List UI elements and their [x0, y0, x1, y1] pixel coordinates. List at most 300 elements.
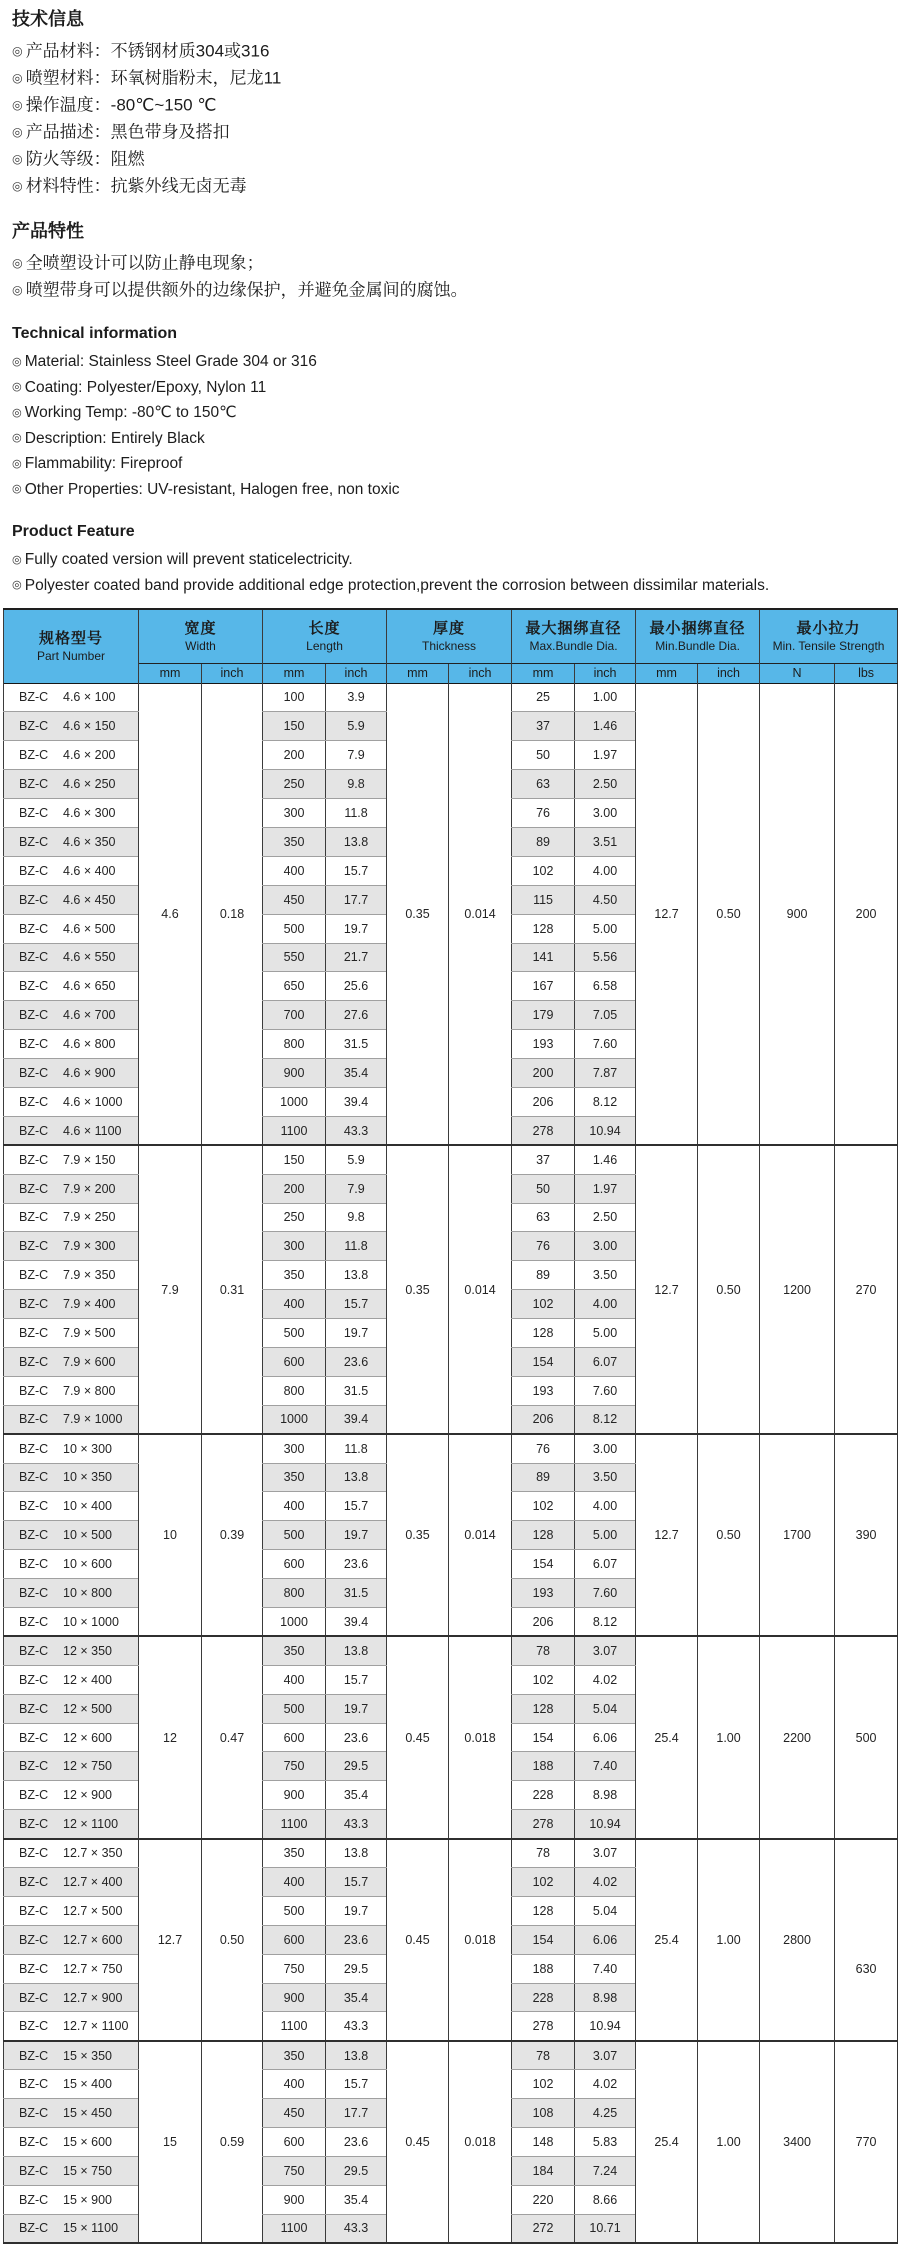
length-mm-cell: 500	[263, 1319, 326, 1348]
part-prefix: BZ-C	[19, 1152, 49, 1167]
max-bundle-inch-cell: 2.50	[575, 770, 636, 799]
part-number-cell	[4, 1781, 139, 1810]
max-bundle-mm-cell: 206	[512, 1608, 575, 1637]
tensile-lbs-cell	[835, 2041, 898, 2243]
length-mm-cell: 150	[263, 1145, 326, 1174]
length-inch-cell: 9.8	[326, 770, 387, 799]
part-prefix: BZ-C	[19, 1874, 49, 1889]
part-prefix: BZ-C	[19, 1239, 49, 1254]
tensile-lbs-cell	[835, 1145, 898, 1434]
length-mm-cell: 400	[263, 1492, 326, 1521]
part-number-cell	[4, 770, 139, 799]
length-inch-cell: 23.6	[326, 1723, 387, 1752]
width-mm-cell-value: 12	[163, 1730, 177, 1745]
part-number-cell	[4, 1983, 139, 2012]
max-bundle-mm-cell: 89	[512, 827, 575, 856]
part-prefix: BZ-C	[19, 921, 49, 936]
part-size: 15 × 900	[63, 2192, 113, 2207]
part-size: 4.6 × 650	[63, 979, 116, 994]
length-inch-cell: 23.6	[326, 1925, 387, 1954]
length-inch-cell: 39.4	[326, 1405, 387, 1434]
min-bundle-mm-cell-value: 25.4	[654, 2134, 679, 2149]
part-prefix: BZ-C	[19, 2221, 49, 2236]
spec-table	[3, 608, 898, 2244]
length-inch-cell: 11.8	[326, 1434, 387, 1463]
max-bundle-mm-cell: 37	[512, 1145, 575, 1174]
length-inch-cell: 19.7	[326, 914, 387, 943]
max-bundle-inch-cell: 5.56	[575, 943, 636, 972]
part-number-cell	[4, 885, 139, 914]
max-bundle-mm-cell: 193	[512, 1579, 575, 1608]
max-bundle-inch-cell: 3.07	[575, 2041, 636, 2070]
part-size: 12 × 500	[63, 1701, 113, 1716]
part-number-cell	[4, 2099, 139, 2128]
section-2	[12, 220, 900, 304]
length-inch-cell: 23.6	[326, 1347, 387, 1376]
max-bundle-mm-cell: 102	[512, 1290, 575, 1319]
length-inch-cell: 15.7	[326, 2070, 387, 2099]
min-bundle-mm-cell-value: 12.7	[654, 906, 679, 921]
min-bundle-inch-cell	[698, 2041, 760, 2243]
group-header-en: Length	[306, 638, 343, 653]
tensile-lbs-cell-value: 270	[855, 1282, 877, 1297]
part-prefix: BZ-C	[19, 2163, 49, 2178]
bullet-text: Fully coated version will prevent staticelectricity.	[24, 551, 353, 568]
max-bundle-mm-cell: 102	[512, 1492, 575, 1521]
max-bundle-mm-cell: 200	[512, 1059, 575, 1088]
part-number-cell	[4, 2185, 139, 2214]
part-prefix: BZ-C	[19, 1528, 49, 1543]
part-prefix: BZ-C	[19, 1644, 49, 1659]
part-size: 12.7 × 400	[63, 1874, 123, 1889]
max-bundle-inch-cell: 5.00	[575, 1319, 636, 1348]
min-bundle-mm-cell	[636, 683, 698, 1145]
max-bundle-mm-cell: 272	[512, 2214, 575, 2243]
max-bundle-mm-cell: 184	[512, 2156, 575, 2185]
part-prefix: BZ-C	[19, 1297, 49, 1312]
width-inch-cell-value: 0.50	[219, 1932, 245, 1947]
part-size: 10 × 1000	[63, 1614, 119, 1629]
max-bundle-mm-cell: 154	[512, 1723, 575, 1752]
group-header-zh: 厚度	[433, 619, 466, 637]
length-mm-cell: 400	[263, 1868, 326, 1897]
max-bundle-mm-cell: 128	[512, 914, 575, 943]
width-mm-cell	[139, 1145, 202, 1434]
thickness-inch-cell	[449, 1636, 512, 1838]
length-mm-cell: 350	[263, 2041, 326, 2070]
bullet-icon: ◎	[12, 483, 22, 495]
part-number-cell	[4, 1405, 139, 1434]
bullet-line	[12, 547, 900, 573]
max-bundle-inch-cell: 4.00	[575, 856, 636, 885]
max-bundle-inch-cell: 5.04	[575, 1694, 636, 1723]
tensile-n-cell	[760, 1839, 835, 2041]
part-prefix: BZ-C	[19, 863, 49, 878]
part-prefix: BZ-C	[19, 1037, 49, 1052]
max-bundle-mm-cell: 37	[512, 712, 575, 741]
max-bundle-mm-cell: 128	[512, 1521, 575, 1550]
part-number-cell	[4, 1290, 139, 1319]
length-mm-cell: 800	[263, 1376, 326, 1405]
max-bundle-mm-cell: 50	[512, 741, 575, 770]
part-prefix: BZ-C	[19, 719, 49, 734]
table-row	[4, 1839, 898, 1868]
bullet-icon: ◎	[12, 579, 22, 591]
part-prefix: BZ-C	[19, 834, 49, 849]
min-bundle-inch-cell-value: 0.50	[716, 1282, 741, 1297]
max-bundle-inch-cell: 6.58	[575, 972, 636, 1001]
length-mm-cell: 400	[263, 1290, 326, 1319]
table-row	[4, 1636, 898, 1665]
part-number-cell	[4, 1463, 139, 1492]
max-bundle-inch-cell: 4.25	[575, 2099, 636, 2128]
section-heading: Technical information	[12, 325, 178, 342]
part-number-cell	[4, 1319, 139, 1348]
info-sections	[0, 8, 900, 598]
part-number-cell	[4, 799, 139, 828]
unit-header: inch	[326, 663, 387, 683]
tensile-lbs-cell	[835, 1839, 898, 2041]
part-number-cell	[4, 2070, 139, 2099]
part-header-en: Part Number	[36, 648, 106, 663]
length-mm-cell: 600	[263, 1925, 326, 1954]
bullet-line	[12, 451, 900, 477]
bullet-text: 防火等级：阻燃	[25, 149, 145, 169]
max-bundle-mm-cell: 63	[512, 770, 575, 799]
part-size: 10 × 500	[63, 1528, 113, 1543]
part-prefix: BZ-C	[19, 1354, 49, 1369]
width-inch-cell-value: 0.31	[219, 1282, 245, 1297]
max-bundle-inch-cell: 7.60	[575, 1579, 636, 1608]
length-mm-cell: 300	[263, 1232, 326, 1261]
width-mm-cell	[139, 1636, 202, 1838]
max-bundle-inch-cell: 6.07	[575, 1550, 636, 1579]
tensile-n-cell	[760, 1434, 835, 1636]
length-mm-cell: 1100	[263, 2012, 326, 2041]
thickness-mm-cell-value: 0.45	[405, 1730, 430, 1745]
max-bundle-mm-cell: 179	[512, 1001, 575, 1030]
part-size: 15 × 750	[63, 2163, 113, 2178]
part-number-cell	[4, 827, 139, 856]
min-bundle-inch-cell	[698, 1434, 760, 1636]
width-mm-cell	[139, 2041, 202, 2243]
group-header-en: Min.Bundle Dia.	[655, 638, 740, 653]
thickness-mm-cell-value: 0.45	[405, 2134, 430, 2149]
thickness-mm-cell	[387, 1839, 449, 2041]
length-mm-cell: 800	[263, 1579, 326, 1608]
length-inch-cell: 29.5	[326, 1954, 387, 1983]
tensile-n-cell-value: 1200	[783, 1282, 811, 1297]
tensile-lbs-cell-value: 630	[855, 1961, 877, 1976]
length-mm-cell: 600	[263, 1550, 326, 1579]
width-mm-cell-value: 12.7	[157, 1932, 183, 1947]
part-number-cell	[4, 1521, 139, 1550]
max-bundle-mm-cell: 128	[512, 1319, 575, 1348]
part-number-cell	[4, 1694, 139, 1723]
bullet-text: 操作温度：-80℃~150 ℃	[25, 95, 217, 115]
part-prefix: BZ-C	[19, 1759, 49, 1774]
bullet-text: 材料特性：抗紫外线无卤无毒	[25, 176, 247, 196]
unit-header: mm	[387, 663, 449, 683]
width-inch-cell	[202, 1839, 263, 2041]
bullet-line	[12, 119, 900, 146]
length-mm-cell: 750	[263, 1752, 326, 1781]
thickness-inch-cell	[449, 1839, 512, 2041]
part-number-cell	[4, 1925, 139, 1954]
part-number-cell	[4, 1954, 139, 1983]
length-mm-cell: 500	[263, 1694, 326, 1723]
width-inch-cell	[202, 2041, 263, 2243]
max-bundle-mm-cell: 278	[512, 1116, 575, 1145]
max-bundle-inch-cell: 8.12	[575, 1087, 636, 1116]
bullet-text: Working Temp: -80℃ to 150℃	[24, 404, 237, 421]
part-number-cell	[4, 1376, 139, 1405]
part-number-cell	[4, 1261, 139, 1290]
length-mm-cell: 400	[263, 2070, 326, 2099]
length-inch-cell: 13.8	[326, 1636, 387, 1665]
group-header-en: Width	[185, 638, 216, 653]
thickness-inch-cell	[449, 683, 512, 1145]
thickness-mm-cell	[387, 1145, 449, 1434]
max-bundle-inch-cell: 5.83	[575, 2128, 636, 2157]
max-bundle-mm-cell: 78	[512, 1839, 575, 1868]
bullet-icon: ◎	[12, 457, 22, 470]
length-inch-cell: 31.5	[326, 1376, 387, 1405]
part-size: 12 × 600	[63, 1730, 113, 1745]
part-number-cell	[4, 1550, 139, 1579]
table-row	[4, 1434, 898, 1463]
length-inch-cell: 11.8	[326, 1232, 387, 1261]
part-size: 7.9 × 250	[63, 1210, 116, 1225]
part-prefix: BZ-C	[19, 1816, 49, 1831]
part-number-cell	[4, 1116, 139, 1145]
table-row	[4, 1145, 898, 1174]
width-mm-cell-value: 7.9	[161, 1282, 179, 1297]
length-inch-cell: 5.9	[326, 1145, 387, 1174]
max-bundle-inch-cell: 1.46	[575, 1145, 636, 1174]
max-bundle-inch-cell: 7.60	[575, 1030, 636, 1059]
max-bundle-inch-cell: 3.50	[575, 1261, 636, 1290]
part-number-cell	[4, 1059, 139, 1088]
length-mm-cell: 600	[263, 2128, 326, 2157]
width-inch-cell	[202, 1434, 263, 1636]
bullet-line	[12, 65, 900, 92]
width-mm-cell	[139, 1839, 202, 2041]
length-mm-cell: 300	[263, 799, 326, 828]
length-mm-cell: 150	[263, 712, 326, 741]
max-bundle-inch-cell: 1.46	[575, 712, 636, 741]
max-bundle-mm-cell: 102	[512, 2070, 575, 2099]
part-size: 15 × 450	[63, 2106, 113, 2121]
max-bundle-mm-cell: 220	[512, 2185, 575, 2214]
tensile-lbs-cell-value: 500	[855, 1730, 877, 1745]
part-number-cell	[4, 1608, 139, 1637]
part-size: 10 × 600	[63, 1557, 113, 1572]
part-size: 12 × 350	[63, 1644, 113, 1659]
part-prefix: BZ-C	[19, 1412, 49, 1427]
part-size: 7.9 × 400	[63, 1297, 116, 1312]
part-number-cell	[4, 1579, 139, 1608]
part-number-cell	[4, 741, 139, 770]
bullet-icon: ◎	[12, 283, 23, 297]
length-mm-cell: 100	[263, 683, 326, 712]
part-prefix: BZ-C	[19, 1441, 49, 1456]
part-number-cell	[4, 1492, 139, 1521]
max-bundle-inch-cell: 6.06	[575, 1925, 636, 1954]
max-bundle-inch-cell: 1.00	[575, 683, 636, 712]
thickness-mm-cell-value: 0.35	[405, 1528, 430, 1543]
tensile-lbs-cell-value: 390	[855, 1528, 877, 1543]
width-mm-cell	[139, 1434, 202, 1636]
part-size: 12 × 750	[63, 1759, 113, 1774]
bullet-icon: ◎	[12, 179, 23, 193]
part-prefix: BZ-C	[19, 1614, 49, 1629]
bullet-line	[12, 573, 900, 599]
max-bundle-mm-cell: 193	[512, 1030, 575, 1059]
part-number-cell	[4, 1001, 139, 1030]
length-mm-cell: 750	[263, 2156, 326, 2185]
part-prefix: BZ-C	[19, 1470, 49, 1485]
length-mm-cell: 450	[263, 2099, 326, 2128]
bullet-text: Flammability: Fireproof	[24, 455, 183, 472]
max-bundle-mm-cell: 188	[512, 1752, 575, 1781]
column-group-header-3	[387, 609, 512, 663]
part-prefix: BZ-C	[19, 1672, 49, 1687]
max-bundle-inch-cell: 3.50	[575, 1463, 636, 1492]
group-header-zh: 最小拉力	[796, 619, 861, 637]
part-header-zh: 规格型号	[38, 629, 103, 647]
min-bundle-inch-cell-value: 1.00	[716, 1932, 741, 1947]
width-inch-cell-value: 0.59	[219, 2134, 245, 2149]
bullet-icon: ◎	[12, 553, 22, 566]
part-size: 7.9 × 150	[63, 1152, 116, 1167]
part-prefix: BZ-C	[19, 1066, 49, 1081]
max-bundle-mm-cell: 141	[512, 943, 575, 972]
length-mm-cell: 800	[263, 1030, 326, 1059]
max-bundle-inch-cell: 3.07	[575, 1636, 636, 1665]
part-size: 12.7 × 750	[63, 1961, 123, 1976]
part-size: 4.6 × 300	[63, 806, 116, 820]
part-prefix: BZ-C	[19, 690, 49, 705]
thickness-mm-cell-value: 0.35	[405, 906, 430, 921]
part-number-cell	[4, 1174, 139, 1203]
min-bundle-mm-cell	[636, 1839, 698, 2041]
max-bundle-inch-cell: 6.06	[575, 1723, 636, 1752]
tensile-lbs-cell	[835, 683, 898, 1145]
thickness-mm-cell-value: 0.45	[405, 1932, 430, 1947]
part-number-cell	[4, 1752, 139, 1781]
part-number-cell	[4, 1810, 139, 1839]
max-bundle-mm-cell: 63	[512, 1203, 575, 1232]
length-mm-cell: 350	[263, 1839, 326, 1868]
length-inch-cell: 35.4	[326, 1059, 387, 1088]
max-bundle-mm-cell: 228	[512, 1781, 575, 1810]
length-inch-cell: 13.8	[326, 827, 387, 856]
length-mm-cell: 1000	[263, 1405, 326, 1434]
tensile-n-cell	[760, 1636, 835, 1838]
group-header-zh: 长度	[308, 619, 341, 637]
part-size: 12.7 × 600	[63, 1932, 123, 1947]
max-bundle-mm-cell: 188	[512, 1954, 575, 1983]
bullet-line	[12, 477, 900, 503]
bullet-icon: ◎	[12, 355, 22, 368]
max-bundle-mm-cell: 278	[512, 2012, 575, 2041]
unit-header: N	[760, 663, 835, 683]
column-header-part-number	[4, 609, 139, 683]
group-header-en: Max.Bundle Dia.	[529, 638, 618, 653]
part-size: 4.6 × 350	[63, 834, 116, 849]
part-prefix: BZ-C	[19, 1094, 49, 1109]
part-size: 4.6 × 200	[63, 748, 116, 763]
bullet-line	[12, 38, 900, 65]
part-size: 4.6 × 250	[63, 777, 116, 792]
max-bundle-inch-cell: 4.00	[575, 1492, 636, 1521]
part-prefix: BZ-C	[19, 2106, 49, 2121]
length-mm-cell: 500	[263, 1896, 326, 1925]
part-size: 4.6 × 450	[63, 892, 116, 907]
part-number-cell	[4, 2012, 139, 2041]
tensile-lbs-cell	[835, 1636, 898, 1838]
max-bundle-inch-cell: 4.50	[575, 885, 636, 914]
part-size: 12 × 1100	[63, 1816, 119, 1831]
max-bundle-inch-cell: 3.07	[575, 1839, 636, 1868]
length-inch-cell: 15.7	[326, 1492, 387, 1521]
part-prefix: BZ-C	[19, 1383, 49, 1398]
thickness-mm-cell	[387, 1636, 449, 1838]
part-number-cell	[4, 1723, 139, 1752]
length-mm-cell: 900	[263, 1059, 326, 1088]
length-inch-cell: 43.3	[326, 1116, 387, 1145]
part-number-cell	[4, 1087, 139, 1116]
thickness-mm-cell	[387, 1434, 449, 1636]
max-bundle-inch-cell: 5.00	[575, 1521, 636, 1550]
max-bundle-inch-cell: 4.02	[575, 2070, 636, 2099]
part-number-cell	[4, 712, 139, 741]
length-inch-cell: 7.9	[326, 1174, 387, 1203]
part-prefix: BZ-C	[19, 2134, 49, 2149]
part-size: 15 × 400	[63, 2077, 113, 2092]
width-inch-cell	[202, 683, 263, 1145]
column-group-header-6	[760, 609, 898, 663]
bullet-line	[12, 375, 900, 401]
part-number-cell	[4, 1145, 139, 1174]
length-inch-cell: 13.8	[326, 1261, 387, 1290]
thickness-inch-cell-value: 0.018	[464, 2134, 496, 2149]
length-inch-cell: 13.8	[326, 1463, 387, 1492]
length-inch-cell: 21.7	[326, 943, 387, 972]
part-prefix: BZ-C	[19, 2048, 49, 2063]
max-bundle-mm-cell: 115	[512, 885, 575, 914]
length-inch-cell: 19.7	[326, 1896, 387, 1925]
bullet-line	[12, 349, 900, 375]
part-prefix: BZ-C	[19, 1499, 49, 1514]
thickness-inch-cell-value: 0.014	[464, 906, 496, 921]
tensile-n-cell-value: 3400	[783, 2134, 811, 2149]
max-bundle-mm-cell: 78	[512, 1636, 575, 1665]
unit-header: inch	[202, 663, 263, 683]
max-bundle-inch-cell: 5.04	[575, 1896, 636, 1925]
unit-header: inch	[698, 663, 760, 683]
bullet-text: Description: Entirely Black	[24, 429, 205, 447]
bullet-text: Coating: Polyester/Epoxy, Nylon 11	[24, 378, 267, 396]
part-number-cell	[4, 1896, 139, 1925]
group-header-zh: 最小捆绑直径	[649, 619, 746, 637]
part-size: 7.9 × 350	[63, 1268, 116, 1283]
part-size: 7.9 × 600	[63, 1354, 116, 1369]
bullet-icon: ◎	[12, 256, 23, 270]
part-prefix: BZ-C	[19, 1181, 49, 1196]
min-bundle-inch-cell	[698, 683, 760, 1145]
